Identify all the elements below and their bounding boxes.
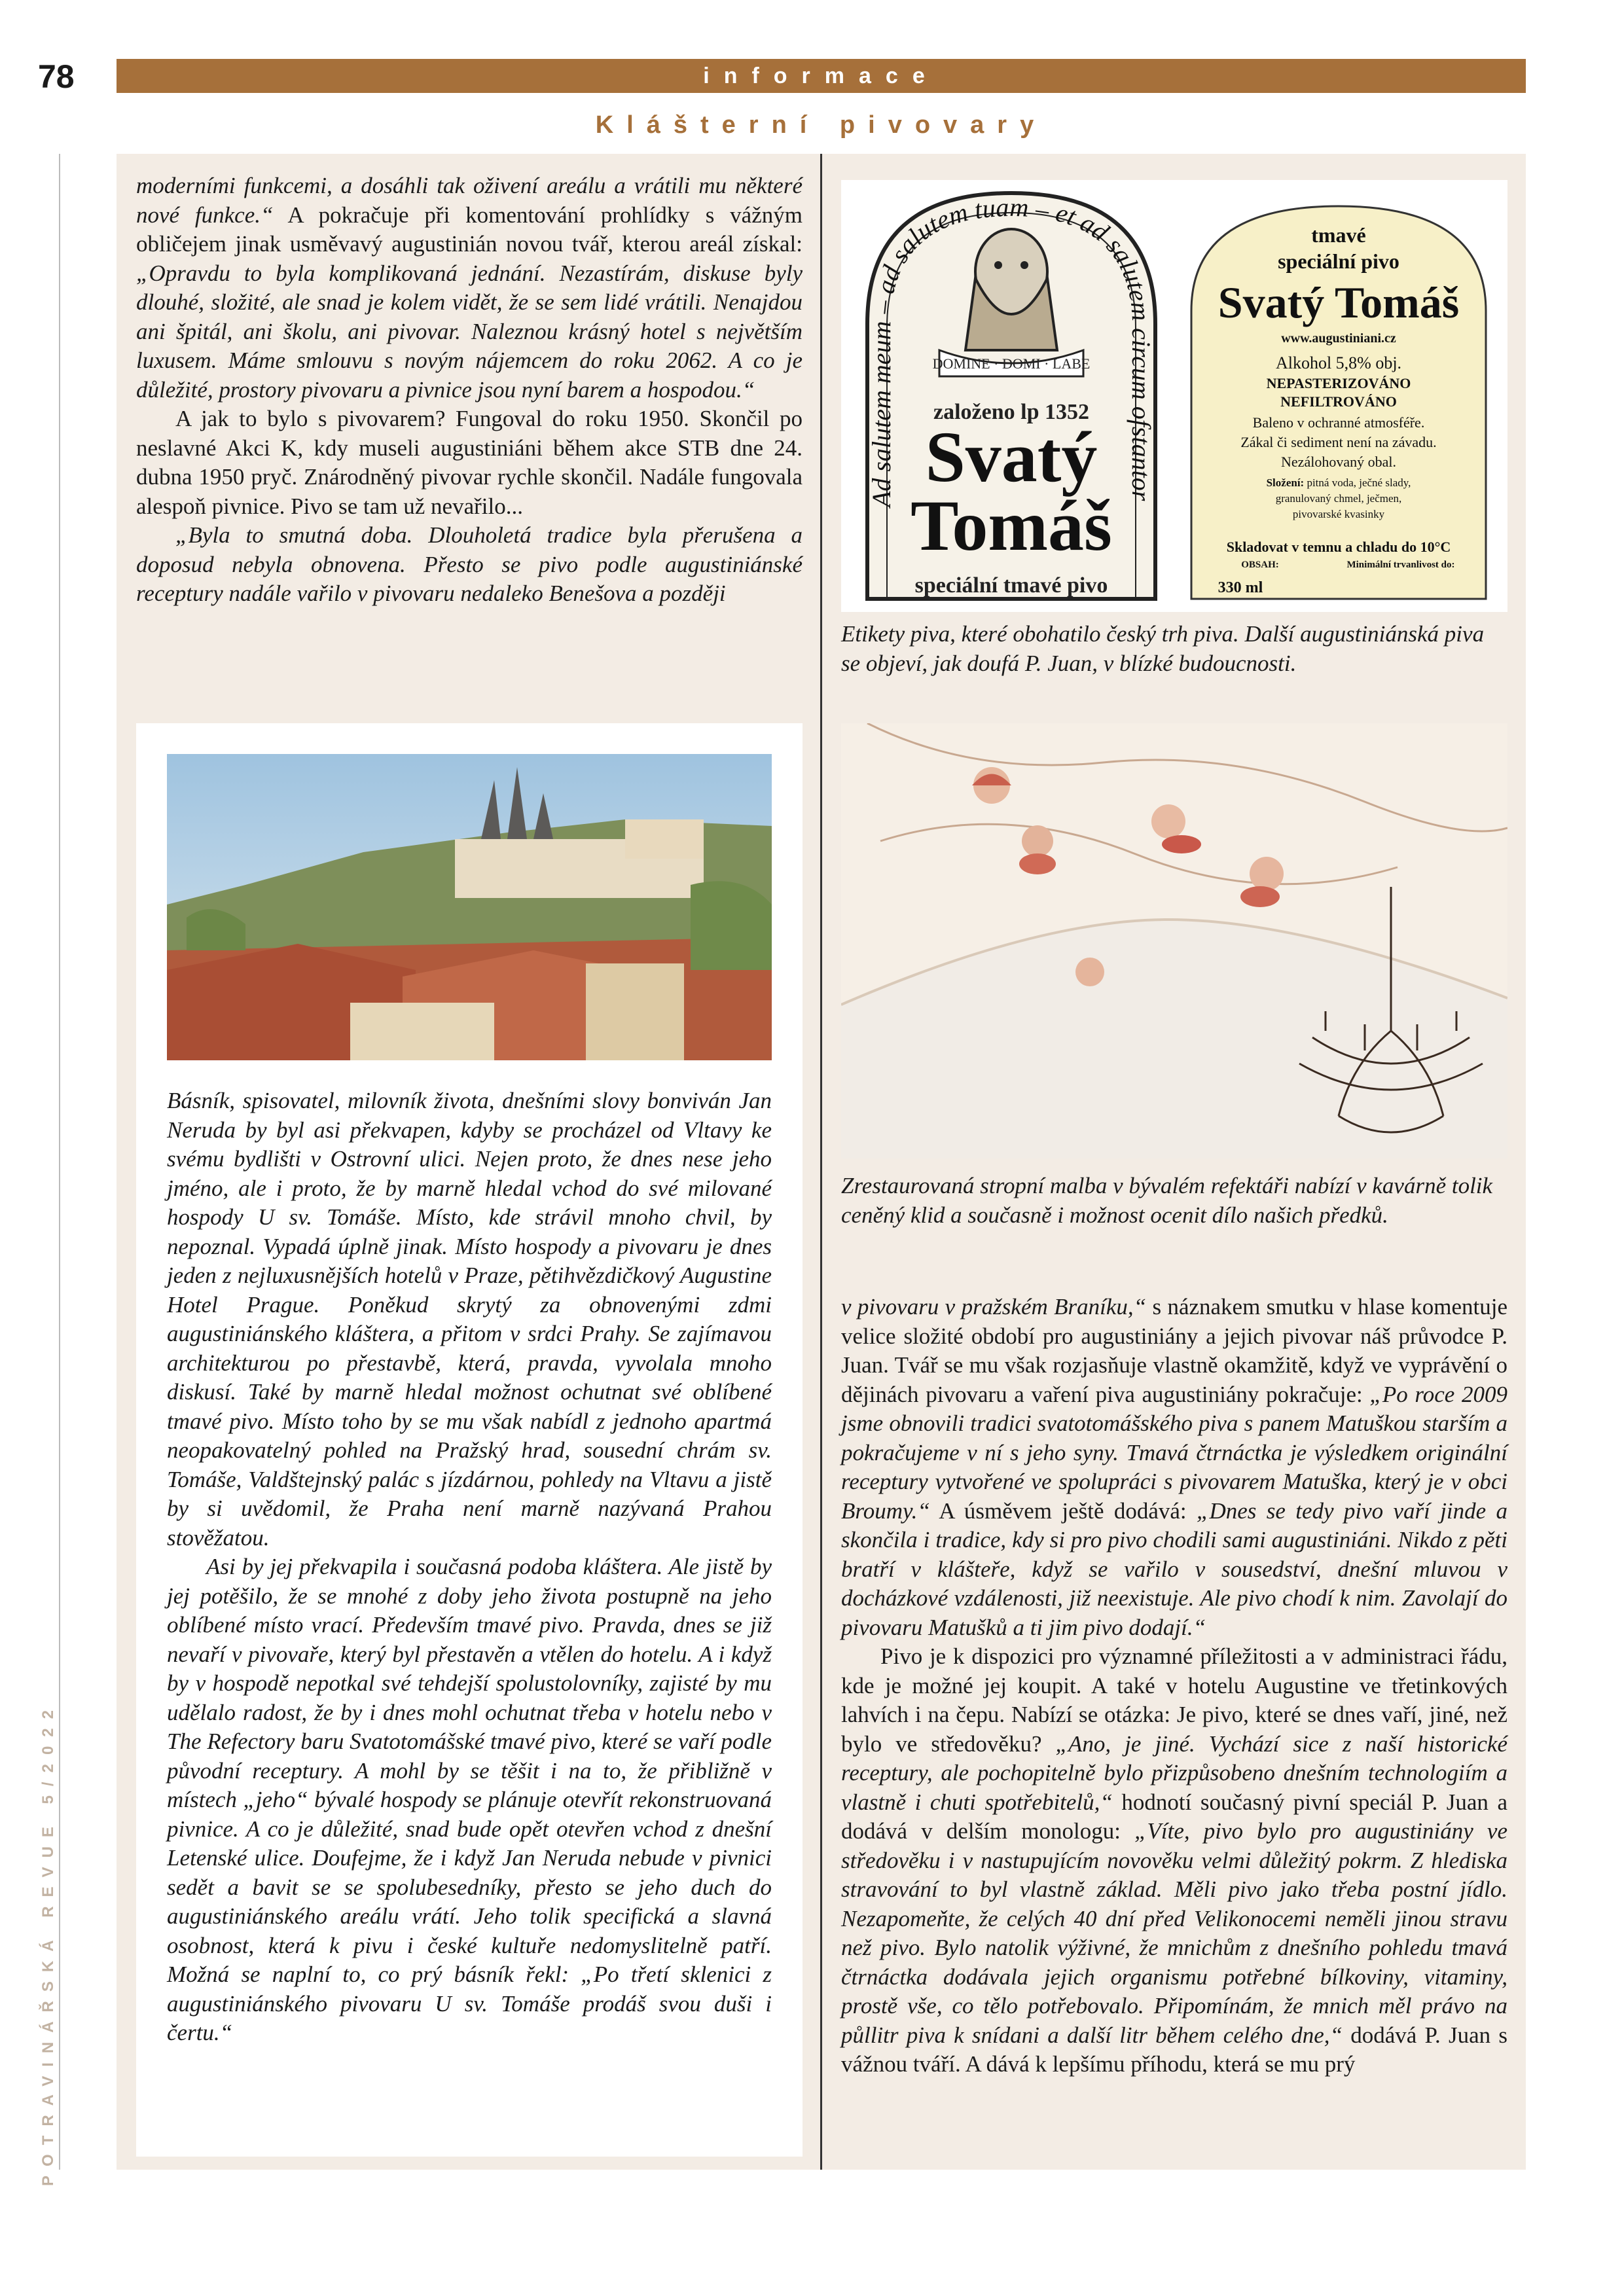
label-store: Skladovat v temnu a chladu do 10°C [1226, 539, 1451, 555]
paragraph [136, 521, 803, 609]
label-composition: Složení: pitná voda, ječné slady, [1266, 476, 1411, 489]
paragraph [136, 404, 803, 521]
left-column-top-text [136, 171, 803, 609]
label-right [1191, 206, 1486, 599]
section-header-bar: informace [117, 59, 1526, 93]
text-run: Básník, spisovatel, milovník života, dnešními slovy bonviván Jan Neruda by byl asi překvapen, kdyby se procházel od Vltavy ke svému bydlišti v Ostrovní ulici. Nejen proto, že dnes nese jeho jméno, ale i proto, že by marně hledal vchod do své milované hospody U sv. Tomáše. Místo, kde strávil mnoho chvil, by nepoznal. Vypadá úplně jinak. Místo hospody a pivovaru je dnes jeden z nejluxusnějších hotelů v Praze, pětihvězdičkový Augustine Hotel Prague. Poněkud skrytý za obnovenými zdmi augustiniánského kláštera, a přitom v srdci Prahy. Se zajímavou architekturou po přestavbě, která, pravda, vyvolala mnoho diskusí. Také by marně hledal možnost ochutnat své oblíbené tmavé pivo. Místo toho by se mu však nabídl z jednoho apartmá neopakovatelný pohled na Pražský hrad, sousední chrám sv. Tomáše, Valdštejnský palác s jízdárnou, pohledy na Vltavu a jistě by si uvědomil, že Praha není marně nazývaná Prahou stověžatou. [167, 1088, 772, 1551]
label-name-line2: Tomáš [911, 486, 1112, 565]
label-content: OBSAH: [1241, 560, 1279, 570]
label-sed: Zákal či sediment není na závadu. [1240, 434, 1437, 450]
label-founded: založeno lp 1352 [933, 400, 1089, 424]
ceiling-fresco-photo [841, 723, 1507, 1158]
prague-photo-svg [167, 754, 772, 1060]
column-divider [820, 154, 822, 2170]
prague-castle-photo [167, 754, 772, 1060]
text-run: A pokračuje při komentování prohlídky s vážným obličejem jinak usměvavý augustinián novou tvář, kterou areál získal: [136, 202, 803, 257]
ceiling-photo-svg [841, 723, 1507, 1158]
paragraph [841, 1642, 1507, 2079]
vertical-footer: POTRAVINÁŘSKÁ REVUE 5/2022 [39, 1701, 57, 2186]
label-left [841, 180, 1156, 599]
label-line1: tmavé [1311, 223, 1366, 247]
article-subtitle: Klášterní pivovary [595, 111, 1047, 139]
label-comp3: pivovarské kvasinky [1292, 508, 1385, 520]
text-run: v pivovaru v pražském Braníku,“ [841, 1294, 1147, 1319]
label-comp2: granulovaný chmel, ječmen, [1275, 492, 1402, 505]
paragraph [167, 1552, 772, 2048]
caption-labels: Etikety piva, které obohatilo český trh piva. Další augustiniánská piva se objeví, jak doufá P. Juan, v blízké budoucnosti. [841, 621, 1485, 676]
right-column-bottom-text [841, 1293, 1507, 2079]
label-atm: Baleno v ochranné atmosféře. [1252, 414, 1425, 431]
beer-labels-svg [841, 180, 1507, 612]
text-run: Asi by jej překvapila i současná podoba kláštera. Ale jistě by jej potěšilo, že se mnohé z doby jeho života postupně na jeho oblíbené místo vrací. Především tmavé pivo. Pravda, dnes se již nevaří v pivovaře, který byl přestavěn a vtělen do hotelu. A i když by v hospodě nepotkal své tehdejší spolustolovníky, zajisté by mu udělalo radost, že by i dnes mohl ochutnat třeba v hotelu nebo v The Refectory baru Svatotomášské tmavé pivo, které se vaří podle původní receptury. A mohl by se těšit i na to, že přibližně v místech „jeho“ bývalé hospody se plánuje otevřít rekonstruovaná pivnice. A co je důležité, snad bude opět otevřen vchod z dnešní Letenské ulice. Doufejme, že i když Jan Neruda nebude v pivnici sedět a bavit se se spolubesedníky, přesto se jeho duch do augustiniánského areálu vrátí. Jeho tolik specifická a slavná osobnost, která k pivu i české kultuře nedomyslitelně patří. Možná se naplní to, co prý básník řekl: „Po třetí sklenici z augustiniánského pivovaru U sv. Tomáše prodáš svou duši i čertu.“ [167, 1554, 772, 2045]
text-run: „Dnes se tedy pivo vaří jinde a skončila i tradice, kdy si pro pivo chodili sami augustiniáni. Nikdo z pěti bratří v klášteře, když se vařilo v sousedství, dnešní mluvou v docházkové vzdálenosti, již neexistuje. Ale pivo chodí k nim. Zavolají do pivovaru Matušků a ti jim pivo dodají.“ [841, 1498, 1508, 1640]
label-name-line1: Svatý [925, 417, 1098, 497]
label-brand: Svatý Tomáš [1218, 278, 1460, 327]
text-run: „Víte, pivo bylo pro augustiniány ve středověku i v nastupujícím novověku velmi důležitý pokrm. Z hlediska stravování to byl vlastně základ. Měli pivo jako třeba postní jídlo. Nezapomeňte, že celých 40 dní před Velikonocemi neměli jinou stravu než pivo. Bylo natolik výživné, že mnichům z dnešního pohledu tmavá čtrnáctka dodávala jejich organismu potřebné bílkoviny, vitaminy, prostě vše, co tělo potřebovalo. Připomínám, že mnich měl právo na půllitr piva k snídani a další litr během celého dne,“ [841, 1818, 1507, 2048]
label-alcohol: Alkohol 5,8% obj. [1275, 353, 1402, 372]
text-run: „Po roce 2009 jsme obnovili tradici svatotomášského piva s panem Matuškou starším a pokračujeme v ní s jeho syny. Tmavá čtrnáctka je výsledkem originální receptury vytvořené ve spolupráci s pivovarem Matuška, který je v obci Broumy.“ [841, 1381, 1507, 1524]
label-banner: DOMINE · DOMI · LABE [932, 355, 1091, 372]
caption-ceiling: Zrestaurovaná stropní malba v bývalém refektáři nabízí v kavárně tolik ceněný klid a současně i možnost ocenit dílo našich předků. [841, 1173, 1493, 1228]
page-number: 78 [38, 58, 75, 95]
text-run: „Byla to smutná doba. Dlouholetá tradice byla přerušena a doposud nebyla obnovena. Přesto se pivo podle augustiniánské receptury nadále vařilo v pivovaru nedaleko Benešova a později [136, 522, 803, 606]
label-bottom-text: speciální tmavé pivo [914, 573, 1108, 598]
caption-prague-text [167, 1086, 772, 2048]
beer-labels-image [841, 180, 1507, 612]
text-run: moderními funkcemi, a dosáhli tak oživení areálu a vrátili mu některé nové funkce.“ [136, 173, 803, 228]
label-volume: 330 ml [1218, 579, 1263, 596]
label-arc-text: Ad salutem meum – ad salutem tuam – et ad salutem circum ofstantor [867, 192, 1157, 507]
text-run: „Opravdu to byla komplikovaná jednání. Nezastírám, diskuse byly dlouhé, složité, ale snad je kolem vidět, že se sem lidé vrátili. Nenajdou ani špitál, ani školu, ani pivovar. Naleznou krásný hotel s největším luxusem. Máme smlouvu s novým nájemcem do roku 2062. A co je důležité, prostory pivovaru a pivnice jsou nyní barem a hospodou.“ [136, 260, 803, 403]
label-url: www.augustiniani.cz [1281, 331, 1396, 346]
paragraph [167, 1086, 772, 1552]
label-unhealthy: Nezálohovaný obal. [1281, 454, 1396, 470]
label-line2: speciální pivo [1278, 249, 1399, 273]
paragraph [841, 1293, 1507, 1642]
label-past: NEPASTERIZOVÁNO [1266, 375, 1411, 391]
label-filt: NEFILTROVÁNO [1280, 393, 1397, 410]
paragraph [136, 171, 803, 404]
text-run: A jak to bylo s pivovarem? Fungoval do roku 1950. Skončil po neslavné Akci K, kdy museli augustiniáni během akce STB dne 24. dubna 1950 pryč. Znárodněný pivovar rychle skončil. Nadále fungovala alespoň pivnice. Pivo se tam už nevařilo... [136, 406, 803, 519]
left-margin-rule [59, 154, 60, 2170]
label-min: Minimální trvanlivost do: [1346, 560, 1455, 570]
text-run: „Ano, je jiné. Vychází sice z naší historické receptury, ale pochopitelně bylo přizpůsobeno dnešním technologiím a vlastně i chuti spotřebitelů,“ [841, 1731, 1507, 1815]
text-run: Pivo je k dispozici pro významné příležitosti a v administraci řádu, kde je možné jej koupit. A také v hotelu Augustine ve třetinkových lahvích i na čepu. Nabízí se otázka: Je pivo, které se dnes vaří, jiné, než bylo ve středověku? [841, 1643, 1507, 1757]
text-run: s náznakem smutku v hlase komentuje velice složité období pro augustiniány a jejich pivovar náš průvodce P. Juan. Tvář se mu však rozjasňuje vlastně okamžitě, když ve vyprávění o dějinách pivovaru a vaření piva augustiniány pokračuje: [841, 1294, 1507, 1407]
text-run: A úsměvem ještě dodává: [929, 1498, 1197, 1524]
text-run: hodnotí současný pivní speciál P. Juan a dodává v delším monologu: [841, 1789, 1507, 1844]
text-run: dodává P. Juan s vážnou tváří. A dává k lepšímu příhodu, která se mu prý [841, 2022, 1507, 2077]
